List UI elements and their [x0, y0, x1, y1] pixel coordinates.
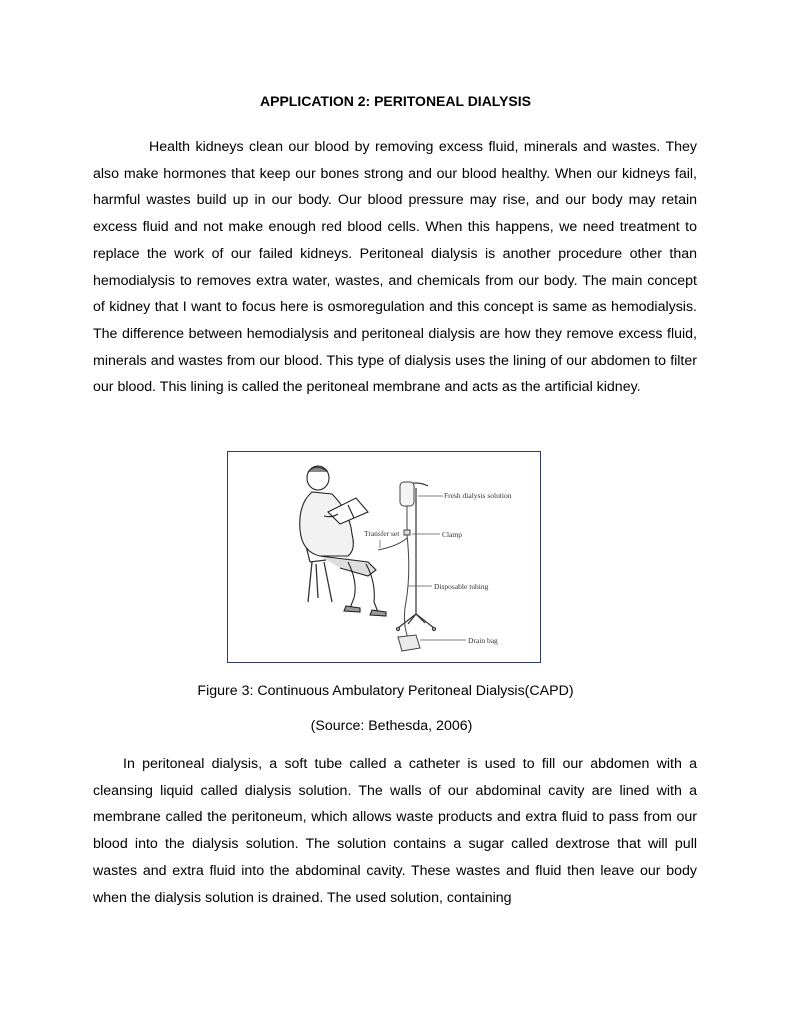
label-disposable-tubing: Disposable tubing — [434, 582, 489, 591]
fresh-bag-icon — [400, 482, 414, 535]
patient-icon — [300, 466, 386, 616]
figure-caption: Figure 3: Continuous Ambulatory Peritoneal Dialysis(CAPD) — [197, 683, 574, 699]
label-drain-bag: Drain bag — [468, 636, 498, 645]
label-fresh-solution: Fresh dialysis solution — [444, 491, 512, 500]
capd-figure — [227, 451, 541, 663]
label-transfer-set: Transfer set — [364, 529, 400, 538]
figure-source: (Source: Bethesda, 2006) — [310, 718, 473, 734]
page-title: APPLICATION 2: PERITONEAL DIALYSIS — [260, 93, 531, 109]
disposable-tubing-icon — [404, 535, 408, 638]
capd-illustration — [228, 452, 539, 661]
drain-bag-icon — [398, 635, 420, 651]
paragraph-peritoneal: In peritoneal dialysis, a soft tube called a catheter is used to fill our abdomen with a cleansing liquid called dialysis solution. The walls of our abdominal cavity are lined with a membrane called the peritoneum, which allows waste products and extra fluid to pass from our blood into the dialysis solution. The solution contains a sugar called dextrose that will pull wastes and extra fluid into the abdominal cavity. These wastes and fluid then leave our body when the dialysis solution is drained. The used solution, containing — [93, 756, 697, 906]
paragraph-intro: Health kidneys clean our blood by removing excess fluid, minerals and wastes. They also make hormones that keep our bones strong and our blood healthy. When our kidneys fail, harmful wastes build up in our body. Our blood pressure may rise, and our body may retain excess fluid and not make enough red blood cells. When this happens, we need treatment to replace the work of our failed kidneys. Peritoneal dialysis is another procedure other than hemodialysis to removes extra water, wastes, and chemicals from our body. The main concept of kidney that I want to focus here is osmoregulation and this concept is same as hemodialysis. The difference between hemodialysis and peritoneal dialysis are how they remove excess fluid, minerals and wastes from our blood. This type of dialysis uses the lining of our abdomen to filter our blood. This lining is called the peritoneal membrane and acts as the artificial kidney. — [93, 139, 697, 396]
label-clamp: Clamp — [442, 530, 462, 539]
